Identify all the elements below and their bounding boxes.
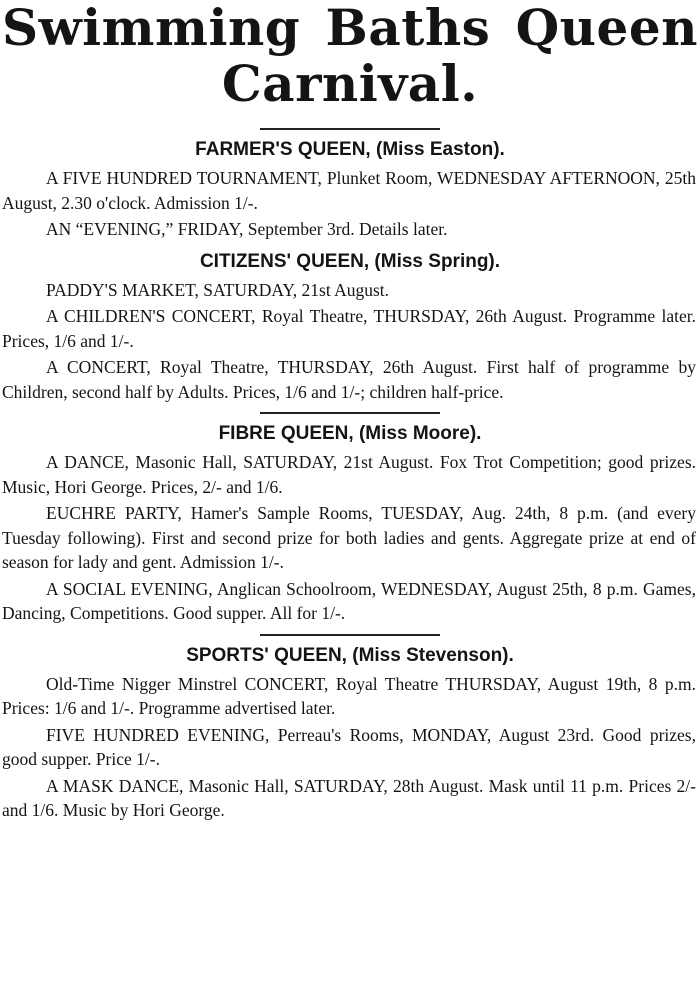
event-item: A DANCE, Masonic Hall, SATURDAY, 21st August. Fox Trot Competition; good prizes. Music, Hori George. Prices, 2/- and 1/6. (2, 452, 696, 497)
section-divider (260, 412, 440, 414)
section-heading (0, 138, 700, 162)
event-item: EUCHRE PARTY, Hamer's Sample Rooms, TUESDAY, Aug. 24th, 8 p.m. (and every Tuesday following). First and second prize for both ladies and gents. Aggregate prize at end of season for lady and gent. Admission 1/-. (2, 503, 696, 572)
section-sports-queen (0, 626, 700, 823)
event-item: Old-Time Nigger Minstrel CONCERT, Royal Theatre THURSDAY, August 19th, 8 p.m. Prices: 1/6 and 1/-. Programme advertised later. (2, 673, 696, 718)
section-farmers-queen (0, 120, 700, 242)
event-item: A FIVE HUNDRED TOURNAMENT, Plunket Room, WEDNESDAY AFTERNOON, 25th August, 2.30 o'clock. Admission 1/-. (2, 168, 696, 213)
event-item: AN “EVENING,” FRIDAY, September 3rd. Details later. (46, 219, 448, 239)
ad-title-line-2: Carnival. (221, 54, 479, 113)
section-divider (260, 634, 440, 636)
event-item: A MASK DANCE, Masonic Hall, SATURDAY, 28th August. Mask until 11 p.m. Prices 2/- and 1/6. Music by Hori George. (2, 775, 696, 820)
ad-title-line-1: Swimming Baths Queen (2, 0, 698, 57)
candidate-name: (Miss Stevenson). (352, 644, 514, 666)
event-item: A CONCERT, Royal Theatre, THURSDAY, 26th August. First half of programme by Children, second half by Adults. Prices, 1/6 and 1/-; children half-price. (2, 357, 696, 402)
queen-title: SPORTS' QUEEN, (186, 644, 347, 666)
queen-title: FARMER'S QUEEN, (195, 139, 371, 160)
section-heading (0, 250, 700, 274)
event-item: FIVE HUNDRED EVENING, Perreau's Rooms, MONDAY, August 23rd. Good prizes, good supper. Price 1/-. (2, 724, 696, 769)
candidate-name: (Miss Easton). (376, 139, 505, 160)
event-item: PADDY'S MARKET, SATURDAY, 21st August. (46, 279, 390, 300)
queen-title: CITIZENS' QUEEN, (199, 250, 370, 272)
event-item: A CHILDREN'S CONCERT, Royal Theatre, THURSDAY, 26th August. Programme later. Prices, 1/6 and 1/-. (2, 306, 696, 351)
event-item: A SOCIAL EVENING, Anglican Schoolroom, WEDNESDAY, August 25th, 8 p.m. Games, Dancing, Competitions. Good supper. All for 1/-. (2, 578, 696, 623)
section-divider (260, 128, 440, 130)
section-citizens-queen (0, 250, 700, 405)
candidate-name: (Miss Moore). (358, 423, 482, 444)
queen-title: FIBRE QUEEN, (218, 423, 354, 444)
section-fibre-queen (0, 404, 700, 626)
candidate-name: (Miss Spring). (374, 250, 501, 272)
section-heading (0, 644, 700, 668)
section-heading (0, 422, 700, 446)
